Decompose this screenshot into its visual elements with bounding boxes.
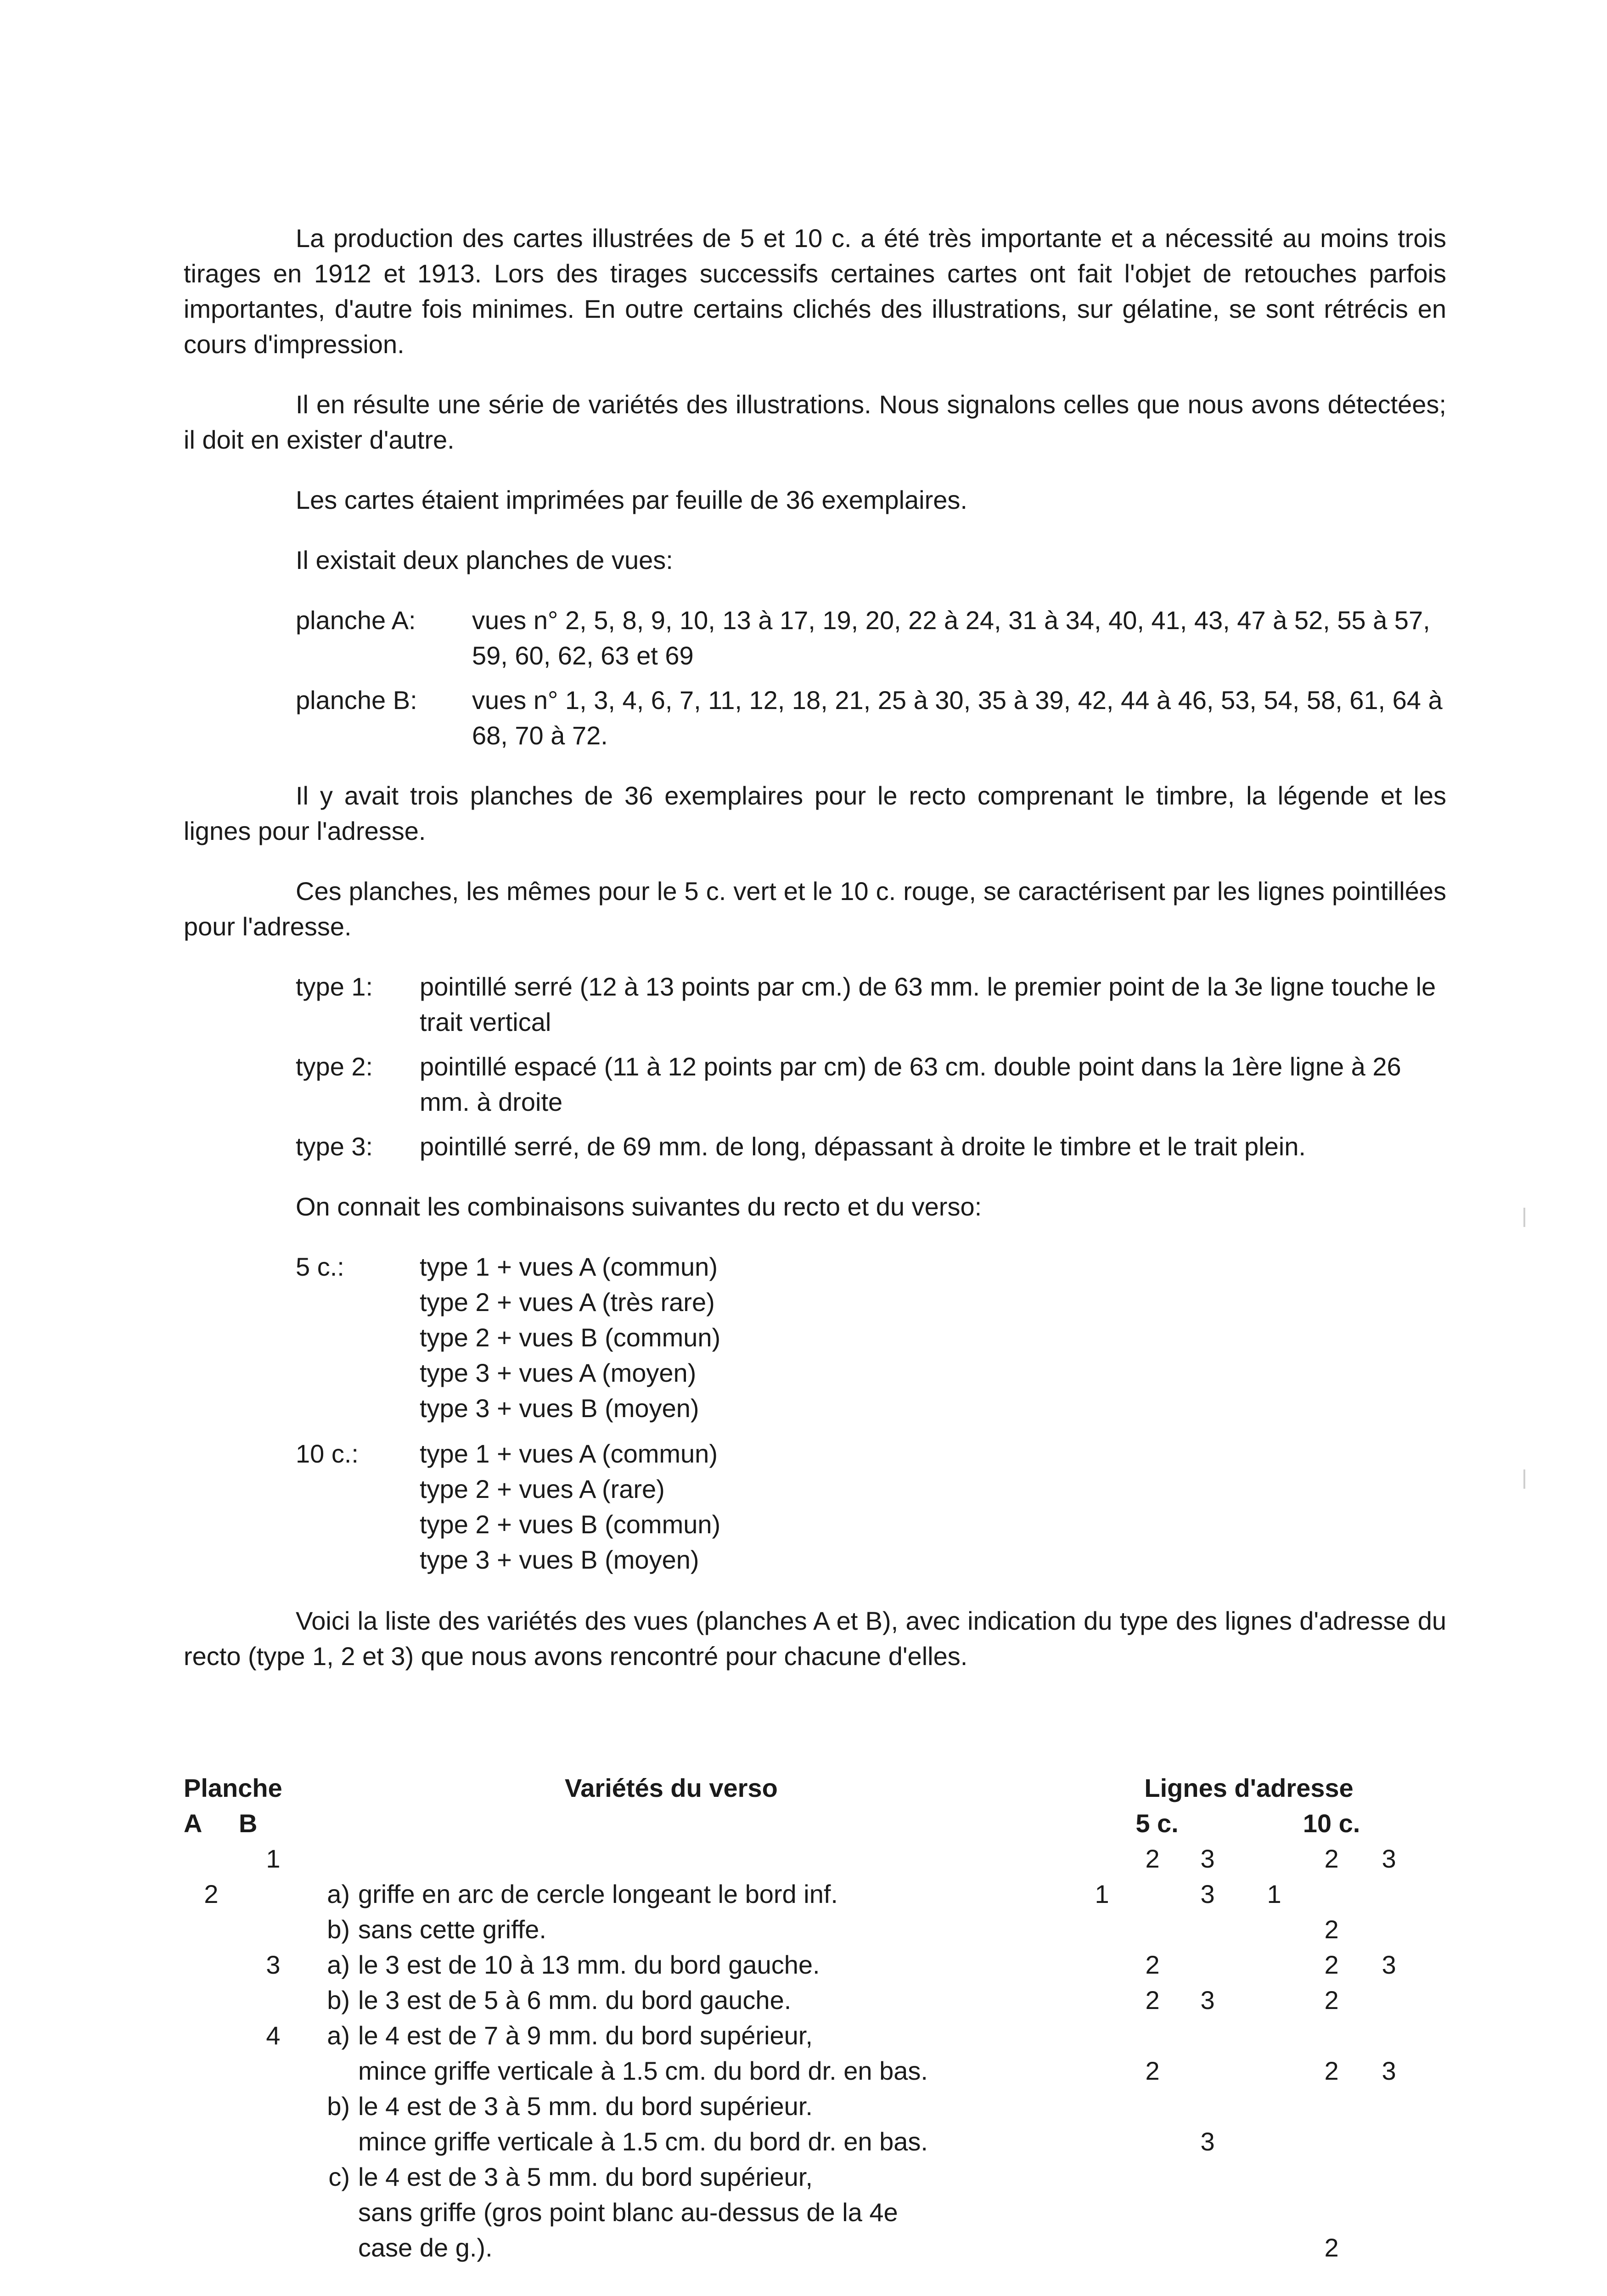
header-b: B [239,1809,258,1838]
table-cell-t10-2 [1309,2088,1354,2124]
table-cell-t5-3: 3 [1200,1880,1215,1908]
table-cell-text: mince griffe verticale à 1.5 cm. du bord dr. en bas. [358,2056,928,2085]
intro-paragraph-2: Il en résulte une série de variétés des illustrations. Nous signalons celles que nous avons détectées; il doit en exister d'autre. [184,390,1446,454]
type-3-label: type 3: [296,1132,373,1161]
type-1-row [296,969,1446,1040]
table-cell-b [239,2053,308,2088]
table-cell-t5-1 [1074,2159,1129,2195]
table-row [184,2018,1423,2053]
table-cell-t5-2: 2 [1145,1950,1160,1979]
table-cell-t10-1 [1240,1982,1309,2018]
header-10c: 10 c. [1303,1809,1360,1838]
table-cell-t10-1: 1 [1267,1880,1281,1908]
plates-intro: Il existait deux planches de vues: [296,546,673,574]
table-cell-text: le 3 est de 5 à 6 mm. du bord gauche. [358,1986,792,2015]
header-varietes: Variétés du verso [565,1773,778,1802]
table-cell-a [184,2230,239,2265]
table-cell-t10-3 [1354,2195,1423,2230]
table-cell-text: sans cette griffe. [358,1915,546,1944]
table-cell-a [184,2124,239,2159]
table-cell-t5-3 [1175,2088,1240,2124]
plate-b-label: planche B: [296,686,417,715]
recto-paragraph-1: Il y avait trois planches de 36 exemplaires pour le recto comprenant le timbre, la légende et les lignes pour l'adresse. [184,781,1446,845]
header-5c: 5 c. [1135,1809,1179,1838]
table-row [184,1876,1423,1912]
plate-a-text: vues n° 2, 5, 8, 9, 10, 13 à 17, 19, 20, 22 à 24, 31 à 34, 40, 41, 43, 47 à 52, 55 à 57, 59, 60, 62, 63 et 69 [472,606,1430,670]
table-cell-a [184,2018,239,2053]
combo-10c [296,1436,1446,1577]
table-cell-t5-3: 3 [1200,1844,1215,1873]
combo-line: type 3 + vues B (moyen) [420,1394,699,1423]
table-cell-t10-1 [1240,2053,1309,2088]
table-cell-t10-3: 3 [1382,1950,1396,1979]
table-row [184,1982,1423,2018]
table-cell-letter: a) [327,1950,350,1979]
table-cell-t5-3: 3 [1200,1986,1215,2015]
table-cell-b [239,2159,308,2195]
combo-line: type 1 + vues A (commun) [420,1439,718,1468]
table-cell-b [239,1912,308,1947]
table-cell-t10-1 [1240,1841,1309,1876]
table-cell-t10-1 [1240,1947,1309,1982]
table-cell-t5-2 [1129,2018,1175,2053]
table-cell-t5-3 [1175,2230,1240,2265]
table-cell-t5-2 [1129,2195,1175,2230]
table-cell-t10-3 [1354,2159,1423,2195]
table-cell-t5-1: 1 [1095,1880,1109,1908]
table-cell-b: 1 [266,1844,281,1873]
table-cell-t5-1 [1074,2053,1129,2088]
table-cell-t5-3 [1175,1947,1240,1982]
table-cell-t5-1 [1074,2088,1129,2124]
table-cell-letter [308,2124,358,2159]
table-cell-t5-2 [1129,2088,1175,2124]
table-cell-b [239,1982,308,2018]
table-cell-text: le 4 est de 3 à 5 mm. du bord supérieur. [358,2092,813,2121]
table-cell-t5-2: 2 [1145,1986,1160,2015]
table-cell-a [184,2195,239,2230]
table-cell-t10-3 [1354,2018,1423,2053]
combo-line: type 3 + vues B (moyen) [420,1545,699,1574]
combo-10c-label: 10 c.: [296,1439,359,1468]
header-a: A [184,1809,202,1838]
table-cell-t5-3 [1175,2053,1240,2088]
combo-line: type 2 + vues B (commun) [420,1323,721,1352]
table-cell-t10-1 [1240,2159,1309,2195]
table-cell-t5-1 [1074,1982,1129,2018]
table-cell-t10-2: 2 [1324,1844,1339,1873]
table-cell-t5-3 [1175,2018,1240,2053]
table-cell-letter [308,2053,358,2088]
combo-line: type 2 + vues A (rare) [420,1474,665,1503]
table-cell-t10-1 [1240,2195,1309,2230]
table-cell-t10-1 [1240,2124,1309,2159]
table-cell-t10-2: 2 [1324,1950,1339,1979]
table-row [184,2124,1423,2159]
table-cell-letter: c) [328,2162,350,2191]
table-cell-a [184,1841,239,1876]
table-cell-b [239,1876,308,1912]
table-cell-t10-2: 2 [1324,2233,1339,2262]
table-cell-b [239,2195,308,2230]
table-cell-t5-1 [1074,2230,1129,2265]
type-2-label: type 2: [296,1052,373,1081]
table-cell-t5-1 [1074,2018,1129,2053]
scan-mark [1523,1208,1525,1227]
table-cell-a [184,2088,239,2124]
document-page [184,220,1446,2265]
table-cell-text: mince griffe verticale à 1.5 cm. du bord dr. en bas. [358,2127,928,2156]
table-row [184,2230,1423,2265]
intro-paragraph-1: La production des cartes illustrées de 5 et 10 c. a été très importante et a nécessité au moins trois tirages en 1912 et 1913. Lors des tirages successifs certaines cartes ont fait l'objet de retouches parfois importantes, d'autre fois minimes. En outre certains clichés des illustrations, sur gélatine, se sont rétrécis en cours d'impression. [184,224,1446,359]
table-cell-b: 4 [266,2021,281,2050]
table-row [184,1841,1423,1876]
table-cell-t10-1 [1240,2088,1309,2124]
table-cell-a [184,1947,239,1982]
list-intro: Voici la liste des variétés des vues (planches A et B), avec indication du type des lignes d'adresse du recto (type 1, 2 et 3) que nous avons rencontré pour chacune d'elles. [184,1606,1446,1671]
table-cell-t10-1 [1240,1912,1309,1947]
table-header-row-2 [184,1806,1423,1841]
table-cell-t10-3 [1354,1876,1423,1912]
combo-line: type 2 + vues A (très rare) [420,1288,715,1317]
table-cell-t5-3 [1175,1912,1240,1947]
table-cell-t5-2 [1129,1876,1175,1912]
table-row [184,2159,1423,2195]
table-cell-t10-2: 2 [1324,2056,1339,2085]
table-cell-t5-1 [1074,1841,1129,1876]
table-header-row-1 [184,1770,1423,1806]
combo-line: type 2 + vues B (commun) [420,1510,721,1539]
table-cell-t10-2 [1309,2018,1354,2053]
table-cell-letter: a) [327,2021,350,2050]
table-row [184,2088,1423,2124]
table-cell-text: le 4 est de 7 à 9 mm. du bord supérieur, [358,2021,813,2050]
table-cell-a [184,2053,239,2088]
type-2-text: pointillé espacé (11 à 12 points par cm) de 63 cm. double point dans la 1ère ligne à 26 mm. à droite [420,1052,1401,1116]
type-1-text: pointillé serré (12 à 13 points par cm.) de 63 mm. le premier point de la 3e ligne touche le trait vertical [420,972,1436,1036]
table-cell-t10-3 [1354,1912,1423,1947]
plate-a-label: planche A: [296,606,416,635]
varieties-table [184,1770,1423,2265]
table-cell-b [239,2124,308,2159]
combos-intro: On connait les combinaisons suivantes du recto et du verso: [296,1192,982,1221]
table-cell-text: le 4 est de 3 à 5 mm. du bord supérieur, [358,2162,813,2191]
table-cell-t5-1 [1074,1947,1129,1982]
table-cell-t10-1 [1240,2018,1309,2053]
table-cell-a [184,2159,239,2195]
combo-5c-label: 5 c.: [296,1252,344,1281]
scan-mark [1523,1469,1525,1489]
table-cell-a: 2 [204,1880,219,1908]
table-cell-t5-1 [1074,1912,1129,1947]
table-cell-text: sans griffe (gros point blanc au-dessus de la 4e [358,2198,898,2227]
sheet-paragraph: Les cartes étaient imprimées par feuille de 36 exemplaires. [296,485,967,514]
type-1-label: type 1: [296,972,373,1001]
combo-line: type 1 + vues A (commun) [420,1252,718,1281]
table-row [184,1947,1423,1982]
table-row [184,1912,1423,1947]
table-cell-b [239,2088,308,2124]
table-cell-letter: b) [327,1986,350,2015]
table-cell-t5-2 [1129,1912,1175,1947]
header-lignes: Lignes d'adresse [1144,1773,1354,1802]
header-planche: Planche [184,1773,282,1802]
table-cell-t10-3 [1354,1982,1423,2018]
plate-b-text: vues n° 1, 3, 4, 6, 7, 11, 12, 18, 21, 25 à 30, 35 à 39, 42, 44 à 46, 53, 54, 58, 61, 64 à 68, 70 à 72. [472,686,1443,750]
type-3-row [296,1129,1446,1164]
table-row [184,2195,1423,2230]
table-cell-text: le 3 est de 10 à 13 mm. du bord gauche. [358,1950,820,1979]
table-cell-t10-2: 2 [1324,1915,1339,1944]
table-cell-t5-2 [1129,2124,1175,2159]
table-cell-t10-3 [1354,2230,1423,2265]
table-cell-letter [308,1841,358,1876]
table-row [184,2053,1423,2088]
table-cell-b: 3 [266,1950,281,1979]
table-cell-t10-2 [1309,2195,1354,2230]
table-cell-t10-3 [1354,2124,1423,2159]
table-cell-text: griffe en arc de cercle longeant le bord inf. [358,1880,838,1908]
table-cell-t10-2 [1309,2159,1354,2195]
table-cell-letter: a) [327,1880,350,1908]
table-cell-a [184,1982,239,2018]
table-cell-t5-3 [1175,2159,1240,2195]
table-cell-text [358,1841,1074,1876]
table-cell-t5-2: 2 [1145,1844,1160,1873]
table-cell-t10-2: 2 [1324,1986,1339,2015]
table-cell-t5-1 [1074,2124,1129,2159]
table-cell-t10-2 [1309,1876,1354,1912]
table-cell-t10-3 [1354,2088,1423,2124]
table-cell-t10-3: 3 [1382,1844,1396,1873]
type-2-row [296,1049,1446,1120]
table-cell-letter: b) [327,2092,350,2121]
table-cell-t5-3: 3 [1200,2127,1215,2156]
recto-paragraph-2: Ces planches, les mêmes pour le 5 c. vert et le 10 c. rouge, se caractérisent par les lignes pointillées pour l'adresse. [184,877,1446,941]
table-cell-text: case de g.). [358,2233,493,2262]
combo-5c [296,1249,1446,1426]
table-cell-letter [308,2195,358,2230]
table-cell-letter: b) [327,1915,350,1944]
table-cell-t10-2 [1309,2124,1354,2159]
table-cell-b [239,2230,308,2265]
table-cell-t10-3: 3 [1382,2056,1396,2085]
table-cell-t5-2 [1129,2230,1175,2265]
table-cell-t5-3 [1175,2195,1240,2230]
plate-b-row [296,682,1446,753]
table-cell-t10-1 [1240,2230,1309,2265]
combo-line: type 3 + vues A (moyen) [420,1358,697,1387]
type-3-text: pointillé serré, de 69 mm. de long, dépassant à droite le timbre et le trait plein. [420,1132,1306,1161]
table-cell-t5-2: 2 [1145,2056,1160,2085]
plate-a-row [296,602,1446,673]
table-cell-t5-2 [1129,2159,1175,2195]
table-cell-letter [308,2230,358,2265]
table-cell-a [184,1912,239,1947]
table-cell-t5-1 [1074,2195,1129,2230]
